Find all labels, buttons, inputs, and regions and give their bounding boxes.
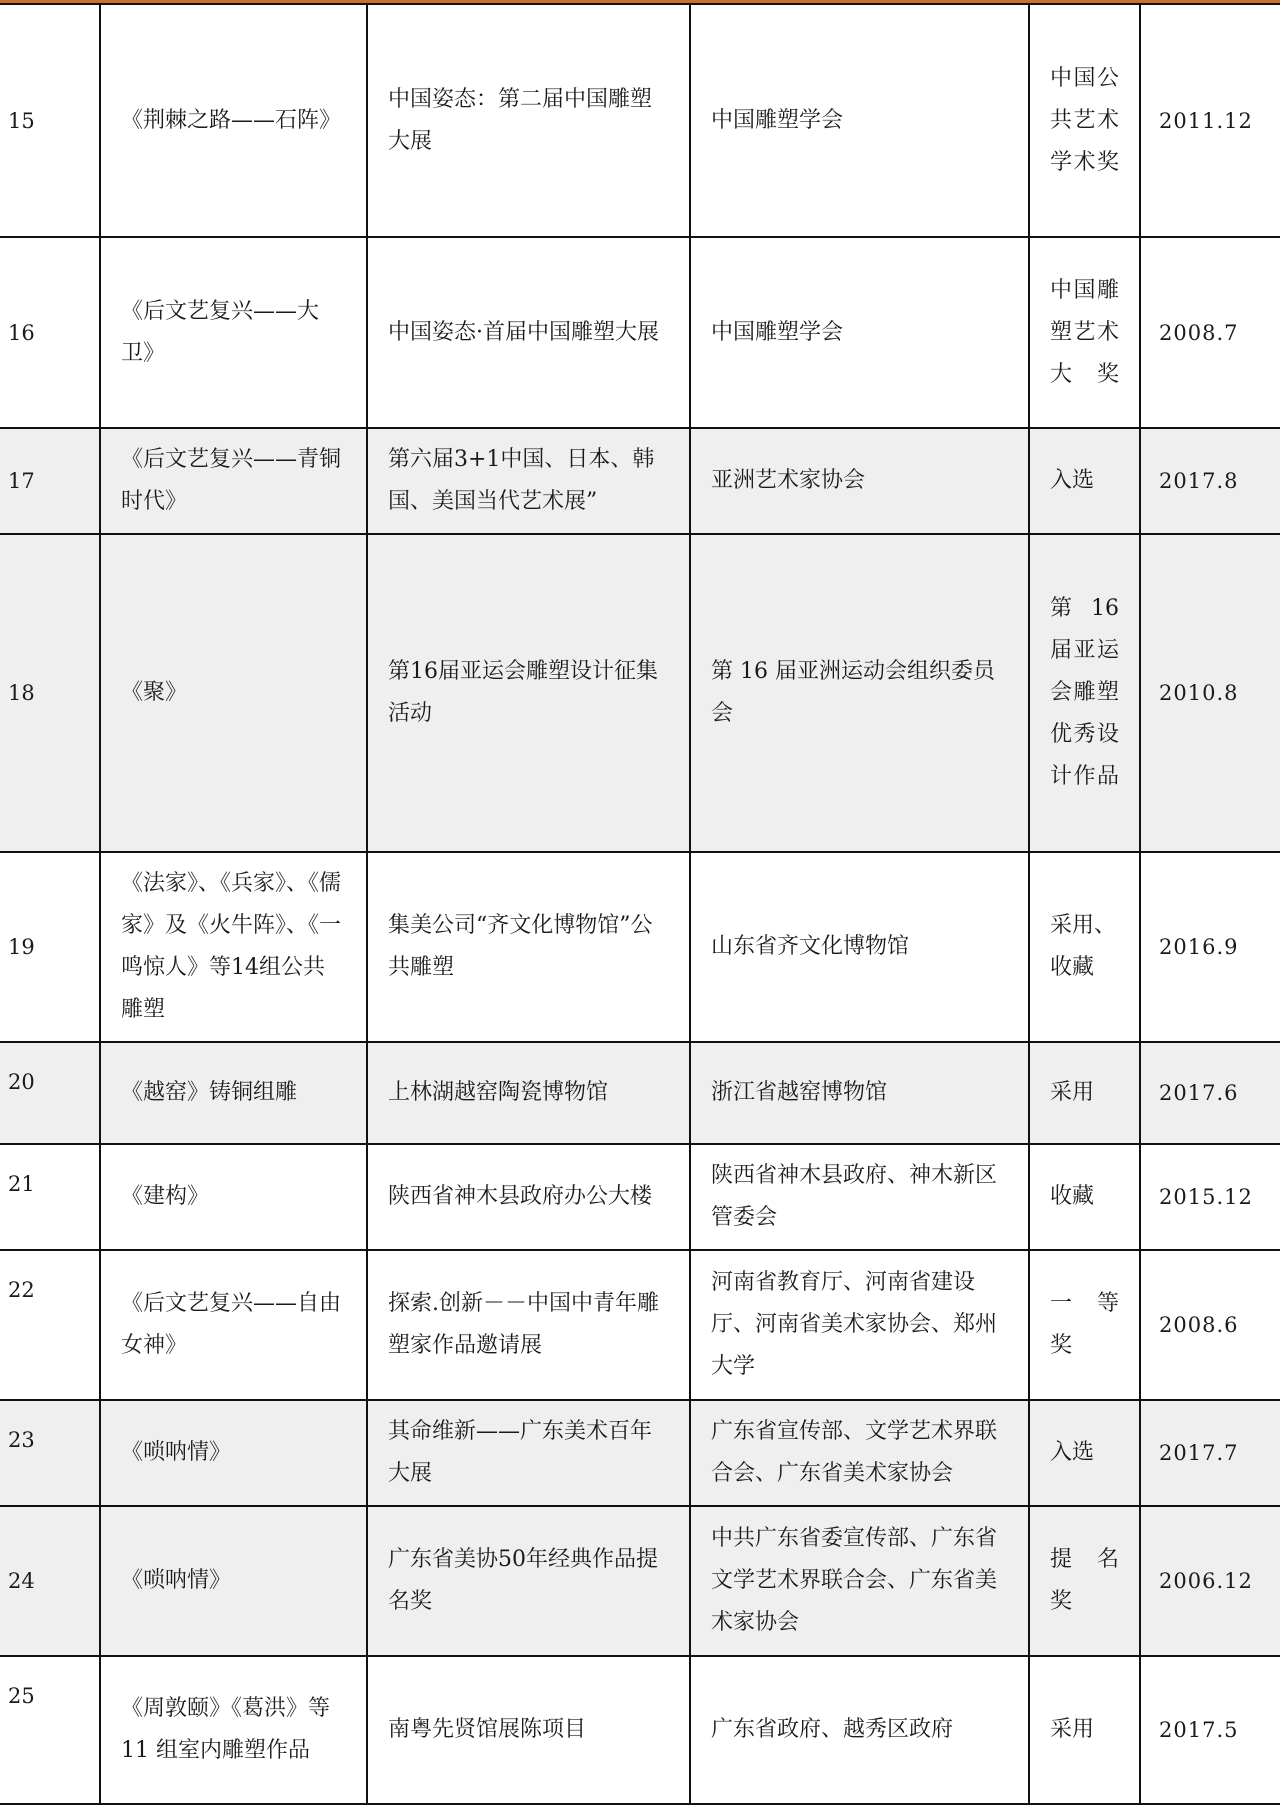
table-row [0,1042,1280,1144]
award: 采用 [1029,1656,1140,1804]
date: 2015.12 [1140,1144,1280,1250]
award: 中国公共艺术学术奖 [1029,4,1140,237]
table-row [0,852,1280,1042]
work-title: 《后文艺复兴——青铜时代》 [100,428,367,534]
exhibition-name: 广东省美协50年经典作品提名奖 [367,1506,690,1656]
table-row [0,428,1280,534]
award: 采用 [1029,1042,1140,1144]
work-title: 《周敦颐》《葛洪》等 11 组室内雕塑作品 [100,1656,367,1804]
award: 中国雕塑艺术大奖 [1029,237,1140,428]
exhibition-name: 上林湖越窑陶瓷博物馆 [367,1042,690,1144]
organizer: 中共广东省委宣传部、广东省文学艺术界联合会、广东省美术家协会 [690,1506,1029,1656]
award: 一 等奖 [1029,1250,1140,1400]
organizer: 广东省政府、越秀区政府 [690,1656,1029,1804]
table-row [0,534,1280,852]
exhibition-name: 第六届3+1中国、日本、韩国、美国当代艺术展” [367,428,690,534]
exhibition-name: 陕西省神木县政府办公大楼 [367,1144,690,1250]
exhibition-name: 中国姿态·首届中国雕塑大展 [367,237,690,428]
work-title: 《唢呐情》 [100,1400,367,1506]
exhibition-name: 集美公司“齐文化博物馆”公共雕塑 [367,852,690,1042]
row-number: 16 [0,237,100,428]
organizer: 陕西省神木县政府、神木新区管委会 [690,1144,1029,1250]
award: 第16届亚运会雕塑优秀设计作品 [1029,534,1140,852]
work-title: 《聚》 [100,534,367,852]
date: 2011.12 [1140,4,1280,237]
date: 2017.8 [1140,428,1280,534]
award: 收藏 [1029,1144,1140,1250]
organizer: 中国雕塑学会 [690,4,1029,237]
award: 采用、收藏 [1029,852,1140,1042]
organizer: 浙江省越窑博物馆 [690,1042,1029,1144]
row-number: 18 [0,534,100,852]
table-row [0,1250,1280,1400]
work-title: 《法家》、《兵家》、《儒家》及《火牛阵》、《一鸣惊人》等14组公共雕塑 [100,852,367,1042]
work-title: 《后文艺复兴——自由女神》 [100,1250,367,1400]
table-row [0,1400,1280,1506]
row-number: 15 [0,4,100,237]
work-title: 《后文艺复兴——大卫》 [100,237,367,428]
date: 2008.7 [1140,237,1280,428]
row-number: 19 [0,852,100,1042]
award: 入选 [1029,428,1140,534]
date: 2010.8 [1140,534,1280,852]
work-title: 《建构》 [100,1144,367,1250]
date: 2017.5 [1140,1656,1280,1804]
organizer: 第 16 届亚洲运动会组织委员会 [690,534,1029,852]
row-number: 23 [0,1400,100,1506]
organizer: 中国雕塑学会 [690,237,1029,428]
awards-table [0,3,1280,1805]
organizer: 山东省齐文化博物馆 [690,852,1029,1042]
date: 2016.9 [1140,852,1280,1042]
exhibition-name: 探索.创新－－中国中青年雕塑家作品邀请展 [367,1250,690,1400]
work-title: 《唢呐情》 [100,1506,367,1656]
exhibition-name: 中国姿态：第二届中国雕塑大展 [367,4,690,237]
table-row [0,1144,1280,1250]
exhibition-name: 南粤先贤馆展陈项目 [367,1656,690,1804]
date: 2017.7 [1140,1400,1280,1506]
organizer: 广东省宣传部、文学艺术界联合会、广东省美术家协会 [690,1400,1029,1506]
table-row [0,4,1280,237]
work-title: 《越窑》铸铜组雕 [100,1042,367,1144]
date: 2017.6 [1140,1042,1280,1144]
award: 入选 [1029,1400,1140,1506]
table-row [0,1656,1280,1804]
row-number: 21 [0,1144,100,1250]
table-row [0,1506,1280,1656]
row-number: 22 [0,1250,100,1400]
table-row [0,237,1280,428]
organizer: 亚洲艺术家协会 [690,428,1029,534]
date: 2006.12 [1140,1506,1280,1656]
row-number: 24 [0,1506,100,1656]
award: 提 名奖 [1029,1506,1140,1656]
row-number: 25 [0,1656,100,1804]
row-number: 17 [0,428,100,534]
row-number: 20 [0,1042,100,1144]
exhibition-name: 其命维新——广东美术百年大展 [367,1400,690,1506]
work-title: 《荆棘之路——石阵》 [100,4,367,237]
exhibition-name: 第16届亚运会雕塑设计征集活动 [367,534,690,852]
organizer: 河南省教育厅、河南省建设厅、河南省美术家协会、郑州大学 [690,1250,1029,1400]
date: 2008.6 [1140,1250,1280,1400]
